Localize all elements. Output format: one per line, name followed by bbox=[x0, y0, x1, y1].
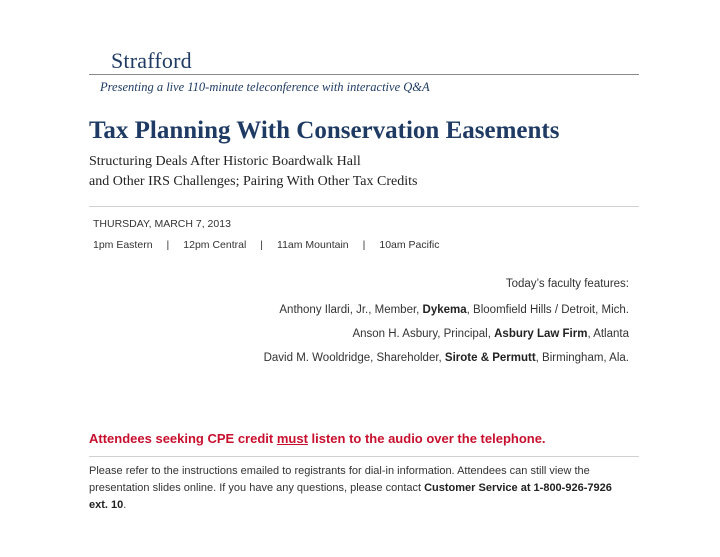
time-separator: | bbox=[260, 239, 264, 251]
instructions-text: Please refer to the instructions emailed to registrants for dial-in information. Attendees can still view the presentation slides online. If you have any questions, please contact bbox=[89, 465, 590, 494]
time-separator: | bbox=[362, 239, 366, 251]
time-separator: | bbox=[166, 239, 170, 251]
header-divider bbox=[89, 74, 639, 75]
cpe-emphasis: must bbox=[276, 431, 308, 446]
time-pacific: 10am Pacific bbox=[379, 239, 440, 251]
faculty-intro: Today’s faculty features: bbox=[505, 278, 629, 290]
subtitle bbox=[89, 152, 417, 192]
schedule bbox=[93, 218, 439, 260]
subtitle-line: Structuring Deals After Historic Boardwalk Hall bbox=[89, 154, 361, 169]
event-times bbox=[93, 239, 439, 251]
instructions bbox=[89, 463, 629, 514]
page-title: Tax Planning With Conservation Easements bbox=[89, 117, 560, 144]
faculty-member bbox=[264, 328, 629, 340]
strafford-logo: Strafford bbox=[111, 48, 192, 73]
faculty-section bbox=[264, 278, 629, 376]
faculty-location: , Atlanta bbox=[587, 328, 629, 340]
cpe-notice bbox=[89, 431, 546, 446]
event-date: THURSDAY, MARCH 7, 2013 bbox=[93, 218, 231, 230]
subtitle-line: and Other IRS Challenges; Pairing With Other Tax Credits bbox=[89, 174, 418, 189]
faculty-role: David M. Wooldridge, Shareholder, bbox=[263, 352, 445, 364]
time-mountain: 11am Mountain bbox=[277, 239, 349, 251]
faculty-location: , Bloomfield Hills / Detroit, Mich. bbox=[466, 304, 629, 316]
faculty-member bbox=[264, 352, 629, 364]
section-divider bbox=[89, 206, 639, 207]
faculty-firm: Asbury Law Firm bbox=[494, 328, 588, 340]
time-eastern: 1pm Eastern bbox=[93, 239, 153, 251]
tagline: Presenting a live 110-minute teleconference with interactive Q&A bbox=[100, 80, 430, 94]
footer-divider bbox=[89, 456, 639, 457]
faculty-firm: Dykema bbox=[422, 304, 467, 316]
faculty-role: Anson H. Asbury, Principal, bbox=[352, 328, 495, 340]
cpe-text: Attendees seeking CPE credit bbox=[89, 431, 277, 446]
cpe-text: listen to the audio over the telephone. bbox=[307, 431, 546, 446]
faculty-member bbox=[264, 304, 629, 316]
faculty-role: Anthony Ilardi, Jr., Member, bbox=[279, 304, 423, 316]
faculty-firm: Sirote & Permutt bbox=[444, 352, 536, 364]
instructions-end: . bbox=[123, 499, 127, 511]
faculty-location: , Birmingham, Ala. bbox=[535, 352, 629, 364]
time-central: 12pm Central bbox=[183, 239, 247, 251]
customer-service-contact: Customer Service at 1-800-926-7926 ext. 10 bbox=[89, 482, 612, 511]
